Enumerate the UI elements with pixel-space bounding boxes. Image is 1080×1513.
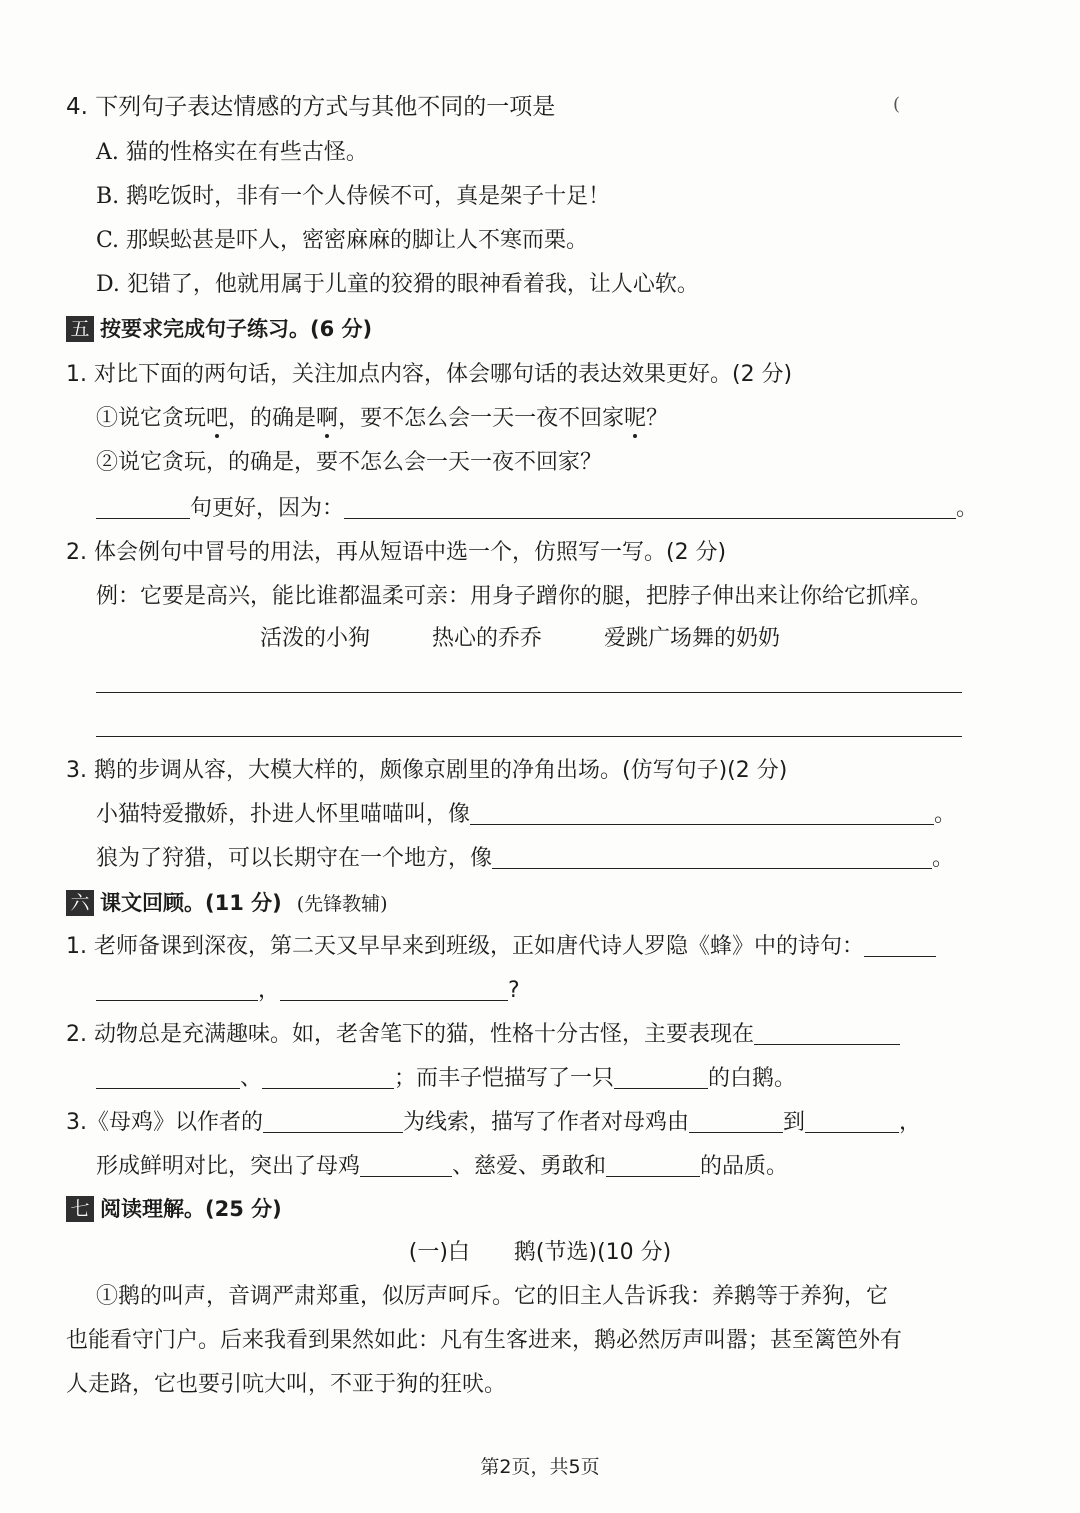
answer-blank[interactable]	[263, 1110, 403, 1133]
answer-blank[interactable]	[344, 496, 956, 519]
s6-q1-line-2: ， ?	[96, 976, 520, 1006]
q4-stem: 4. 下列句子表达情感的方式与其他不同的一项是	[66, 94, 556, 120]
q4-option-d: D. 犯错了，他就用属于儿童的狡猾的眼神看着我，让人心软。	[96, 272, 699, 297]
writing-line[interactable]	[96, 736, 962, 737]
s5-q1-answer-line: 句更好，因为： 。	[96, 494, 978, 524]
section-5-header	[66, 314, 372, 345]
s5-q3-line-2: 狼为了狩猎，可以长期守在一个地方，像 。	[96, 846, 955, 871]
answer-blank[interactable]	[96, 496, 190, 519]
answer-blank[interactable]	[805, 1110, 899, 1133]
section-7-header	[66, 1194, 282, 1225]
s5-q1-stem: 1. 对比下面的两句话，关注加点内容，体会哪句话的表达效果更好。(2 分)	[66, 362, 793, 387]
answer-blank[interactable]	[754, 1022, 900, 1045]
s5-q2-phrase: 热心的乔乔	[432, 626, 543, 651]
s5-q2-stem: 2. 体会例句中冒号的用法，再从短语中选一个，仿照写一写。(2 分)	[66, 540, 727, 565]
answer-blank[interactable]	[689, 1110, 783, 1133]
s5-q2-phrase: 爱跳广场舞的奶奶	[604, 626, 781, 651]
answer-blank[interactable]	[96, 1066, 240, 1089]
q4-option-a: A. 猫的性格实在有些古怪。	[96, 140, 368, 165]
answer-blank[interactable]	[614, 1066, 708, 1089]
page-footer: 第2页，共5页	[480, 1456, 600, 1478]
section-7-title: 阅读理解。(25 分)	[100, 1197, 282, 1221]
passage-title: (一)白 鹅(节选)(10 分)	[408, 1240, 672, 1265]
q4-answer-bracket: (	[893, 94, 901, 115]
answer-blank[interactable]	[96, 978, 258, 1001]
section-5-tag: 五	[66, 316, 94, 342]
answer-blank[interactable]	[606, 1154, 700, 1177]
s5-q3-stem: 3. 鹅的步调从容，大模大样的，颇像京剧里的净角出场。(仿写句子)(2 分)	[66, 758, 788, 783]
s6-q3: 3.《母鸡》以作者的 为线索，描写了作者对母鸡由 到 ，	[66, 1110, 922, 1135]
q4-option-c: C. 那蜈蚣甚是吓人，密密麻麻的脚让人不寒而栗。	[96, 228, 589, 253]
s5-q2-phrase: 活泼的小狗	[260, 626, 371, 651]
section-6-title: 课文回顾。(11 分)	[100, 891, 282, 915]
s5-q2-example: 例：它要是高兴，能比谁都温柔可亲：用身子蹭你的腿，把脖子伸出来让你给它抓痒。	[96, 584, 933, 609]
s5-q1-sentence-1: ①说它贪玩吧，的确是啊，要不怎么会一天一夜不回家呢？	[96, 404, 668, 434]
section-6-tag: 六	[66, 890, 94, 916]
section-6-note: (先锋教辅)	[296, 893, 388, 915]
section-6-header	[66, 888, 388, 919]
passage-line: ①鹅的叫声，音调严肃郑重，似厉声呵斥。它的旧主人告诉我：养鹅等于养狗，它	[96, 1284, 889, 1309]
s6-q1: 1. 老师备课到深夜，第二天又早早来到班级，正如唐代诗人罗隐《蜂》中的诗句：	[66, 932, 936, 962]
section-5-title: 按要求完成句子练习。(6 分)	[100, 317, 373, 341]
answer-blank[interactable]	[262, 1066, 394, 1089]
answer-blank[interactable]	[492, 846, 932, 869]
s5-q3-line-1: 小猫特爱撒娇，扑进人怀里喵喵叫，像 。	[96, 802, 957, 827]
s6-q2: 2. 动物总是充满趣味。如，老舍笔下的猫，性格十分古怪，主要表现在	[66, 1020, 900, 1050]
answer-blank[interactable]	[470, 802, 934, 825]
writing-line[interactable]	[96, 692, 962, 693]
s5-q1-sentence-2: ②说它贪玩，的确是，要不怎么会一天一夜不回家？	[96, 450, 603, 475]
passage-line: 也能看守门户。后来我看到果然如此：凡有生客进来，鹅必然厉声叫嚣；甚至篱笆外有	[66, 1328, 903, 1353]
section-7-tag: 七	[66, 1196, 94, 1222]
s6-q2-line-2: 、 ；而丰子恺描写了一只 的白鹅。	[96, 1064, 796, 1094]
q4-option-b: B. 鹅吃饭时，非有一个人侍候不可，真是架子十足！	[96, 184, 611, 209]
s6-q3-line-2: 形成鲜明对比，突出了母鸡 、慈爱、勇敢和 的品质。	[96, 1154, 789, 1179]
answer-blank[interactable]	[280, 978, 508, 1001]
passage-line: 人走路，它也要引吭大叫，不亚于狗的狂吠。	[66, 1372, 507, 1397]
answer-blank[interactable]	[864, 934, 936, 957]
answer-blank[interactable]	[360, 1154, 452, 1177]
